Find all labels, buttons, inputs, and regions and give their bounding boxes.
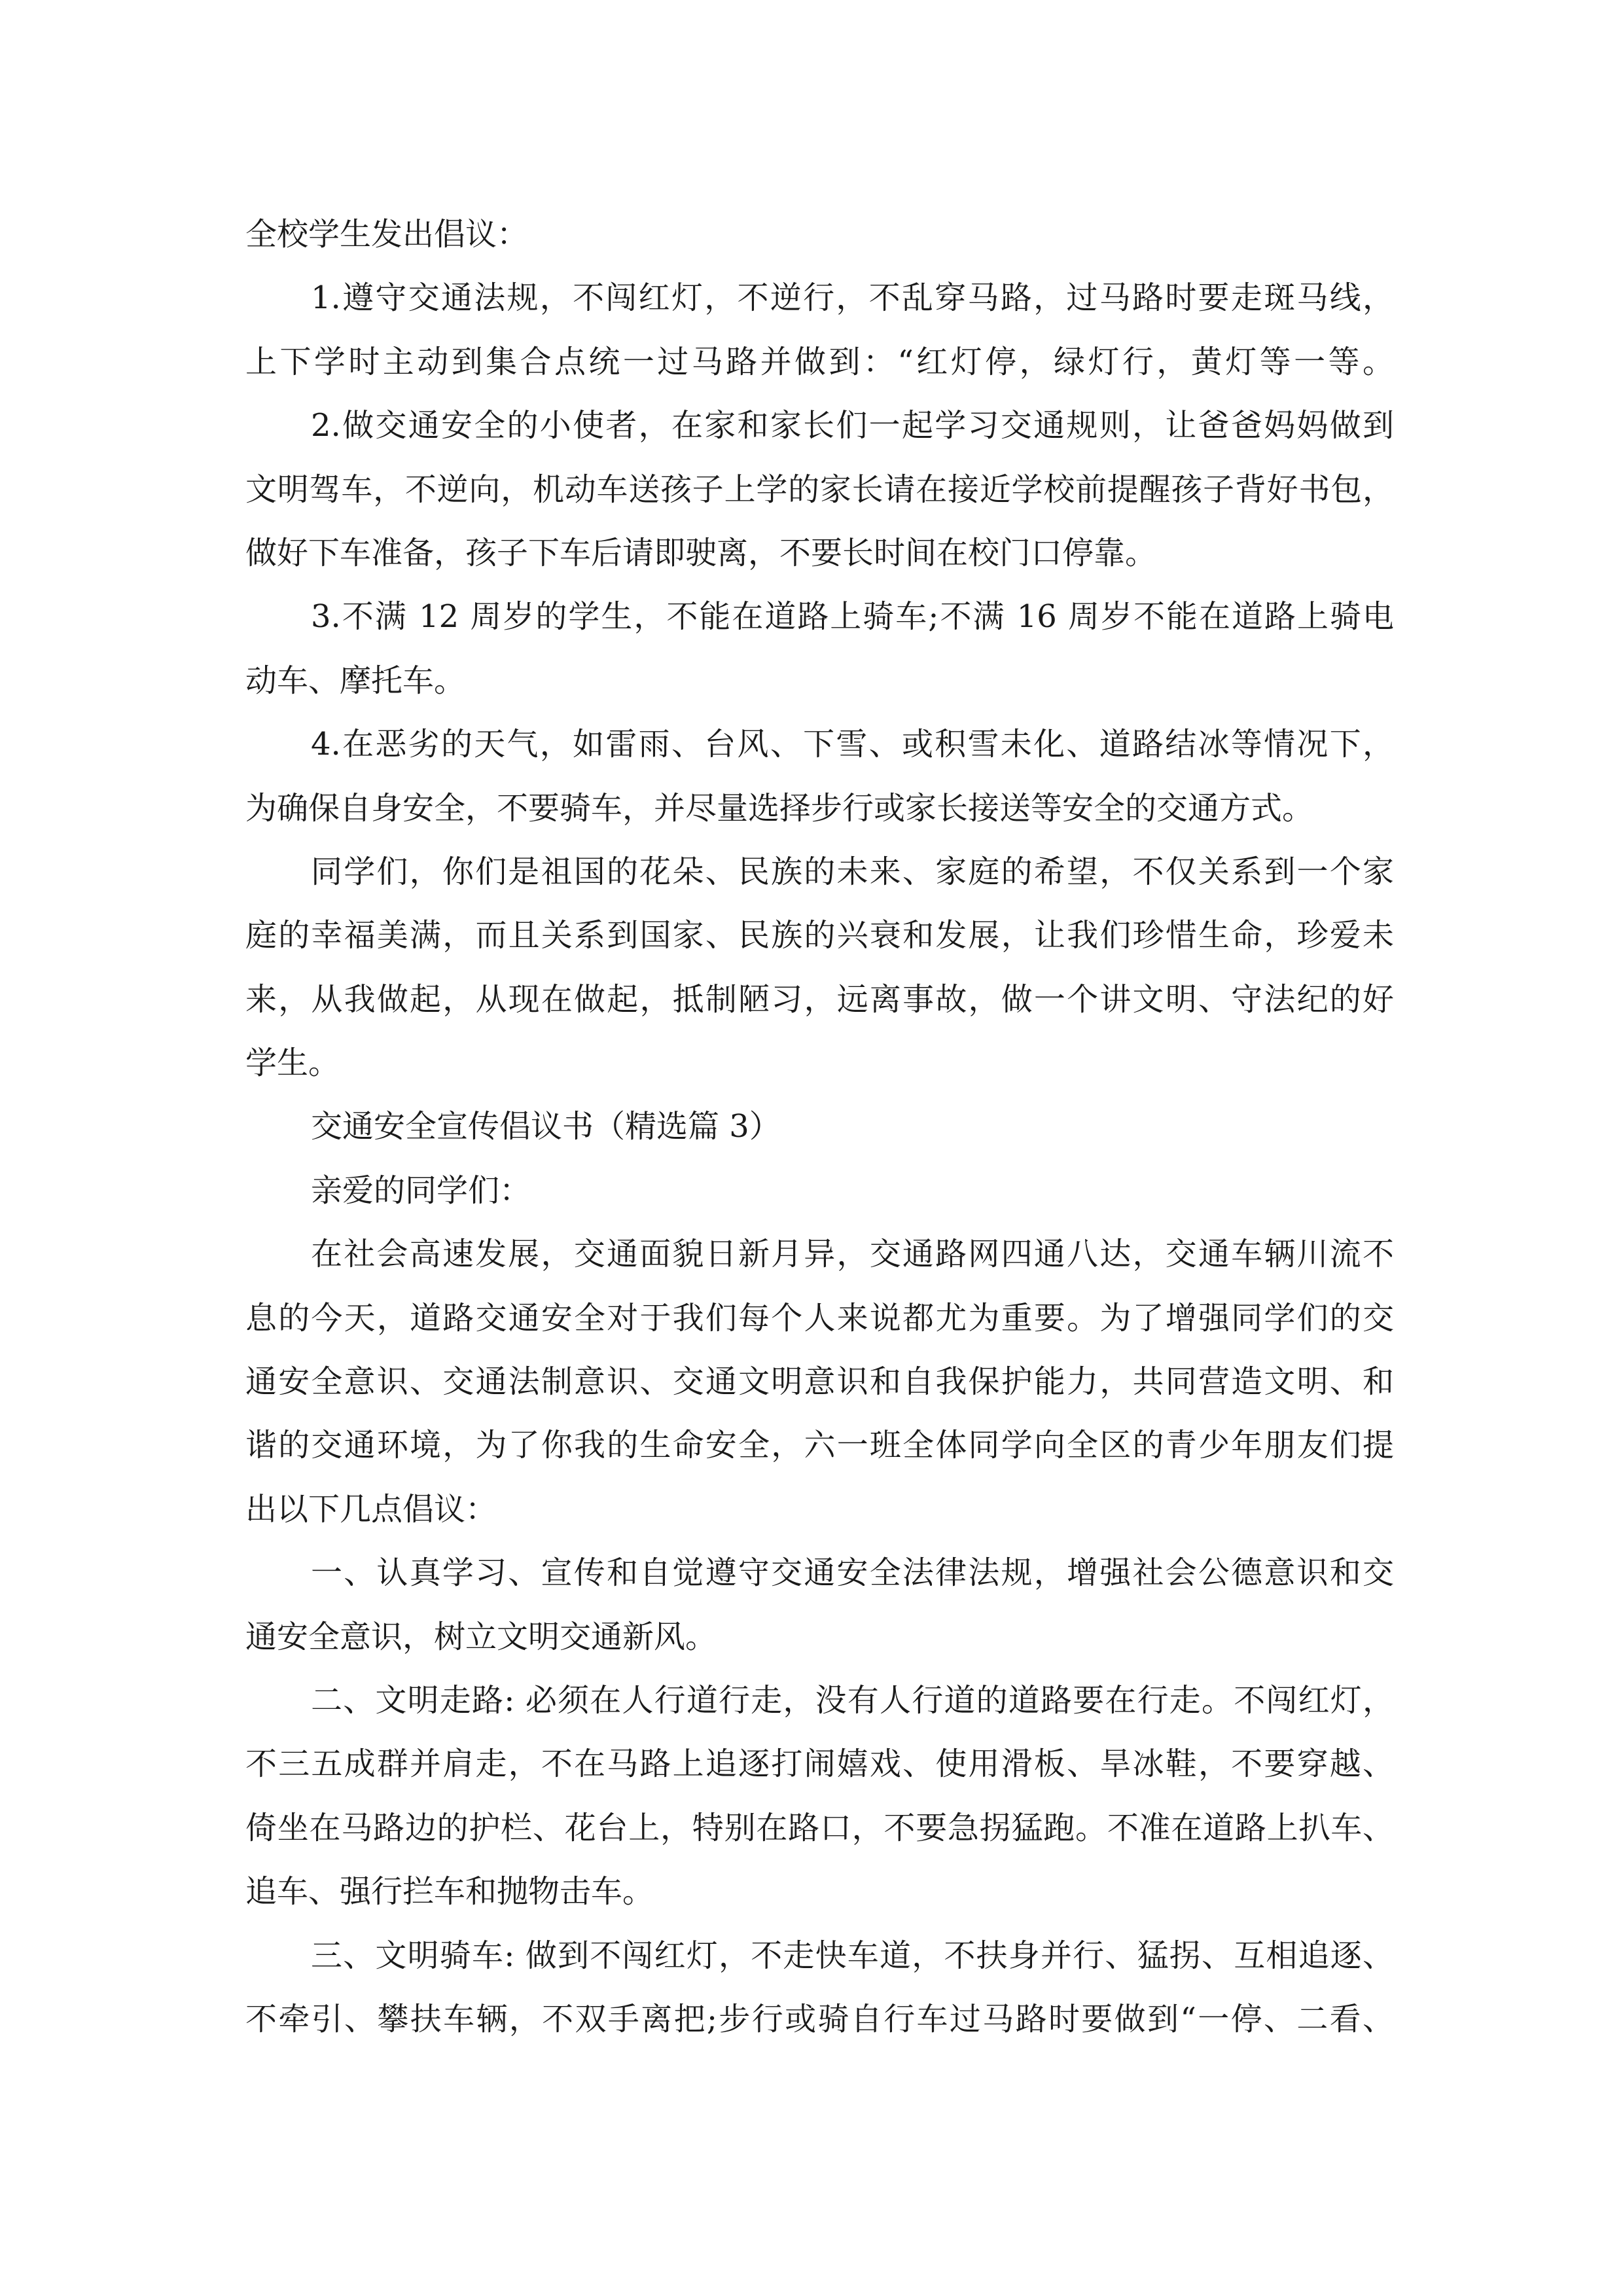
text-line: 息的今天，道路交通安全对于我们每个人来说都尤为重要。为了增强同学们的交 [245,1299,1394,1336]
text-line: 二、文明走路: 必须在人行道行走，没有人行道的道路要在行走。不闯红灯， [311,1681,1394,1719]
text-line: 2.做交通安全的小使者，在家和家长们一起学习交通规则，让爸爸妈妈做到 [311,407,1394,444]
text-line: 全校学生发出倡议： [245,216,529,253]
text-line: 3.不满 12 周岁的学生，不能在道路上骑车;不满 16 周岁不能在道路上骑电 [311,598,1394,636]
text-line: 4.在恶劣的天气，如雷雨、台风、下雪、或积雪未化、道路结冰等情况下， [311,726,1394,763]
text-line: 不三五成群并肩走，不在马路上追逐打闹嬉戏、使用滑板、旱冰鞋，不要穿越、 [245,1746,1394,1783]
text-line: 学生。 [245,1045,340,1082]
salutation: 亲爱的同学们： [311,1172,531,1209]
text-line: 1.遵守交通法规，不闯红灯，不逆行，不乱穿马路，过马路时要走斑马线， [311,279,1394,317]
text-line: 通安全意识、交通法制意识、交通文明意识和自我保护能力，共同营造文明、和 [245,1363,1394,1401]
text-line: 上下学时主动到集合点统一过马路并做到：“红灯停，绿灯行，黄灯等一等。 [245,343,1394,380]
text-line: 倚坐在马路边的护栏、花台上，特别在路口，不要急拐猛跑。不准在道路上扒车、 [245,1809,1394,1846]
text-line: 做好下车准备，孩子下车后请即驶离，不要长时间在校门口停靠。 [245,534,1157,571]
text-line: 一、认真学习、宣传和自觉遵守交通安全法律法规，增强社会公德意识和交 [311,1554,1394,1592]
text-line: 为确保自身安全，不要骑车，并尽量选择步行或家长接送等安全的交通方式。 [245,789,1314,827]
document-body [245,203,1394,2051]
text-line: 在社会高速发展，交通面貌日新月异，交通路网四通八达，交通车辆川流不 [311,1236,1394,1273]
text-line: 追车、强行拦车和抛物击车。 [245,1873,654,1910]
section-heading: 交通安全宣传倡议书（精选篇 3） [311,1108,781,1145]
text-line: 动车、摩托车。 [245,662,466,699]
text-line: 同学们，你们是祖国的花朵、民族的未来、家庭的希望，不仅关系到一个家 [311,853,1394,890]
text-line: 通安全意识，树立文明交通新风。 [245,1618,717,1655]
text-line: 三、文明骑车: 做到不闯红灯，不走快车道，不扶身并行、猛拐、互相追逐、 [311,1937,1394,1974]
text-line: 庭的幸福美满，而且关系到国家、民族的兴衰和发展，让我们珍惜生命，珍爱未 [245,917,1394,954]
text-line: 来，从我做起，从现在做起，抵制陋习，远离事故，做一个讲文明、守法纪的好 [245,980,1394,1018]
text-line: 文明驾车，不逆向，机动车送孩子上学的家长请在接近学校前提醒孩子背好书包， [245,471,1394,508]
text-line: 谐的交通环境，为了你我的生命安全，六一班全体同学向全区的青少年朋友们提 [245,1427,1394,1464]
text-line: 出以下几点倡议： [245,1490,497,1528]
text-line: 不牵引、攀扶车辆，不双手离把;步行或骑自行车过马路时要做到“一停、二看、 [245,2000,1394,2037]
